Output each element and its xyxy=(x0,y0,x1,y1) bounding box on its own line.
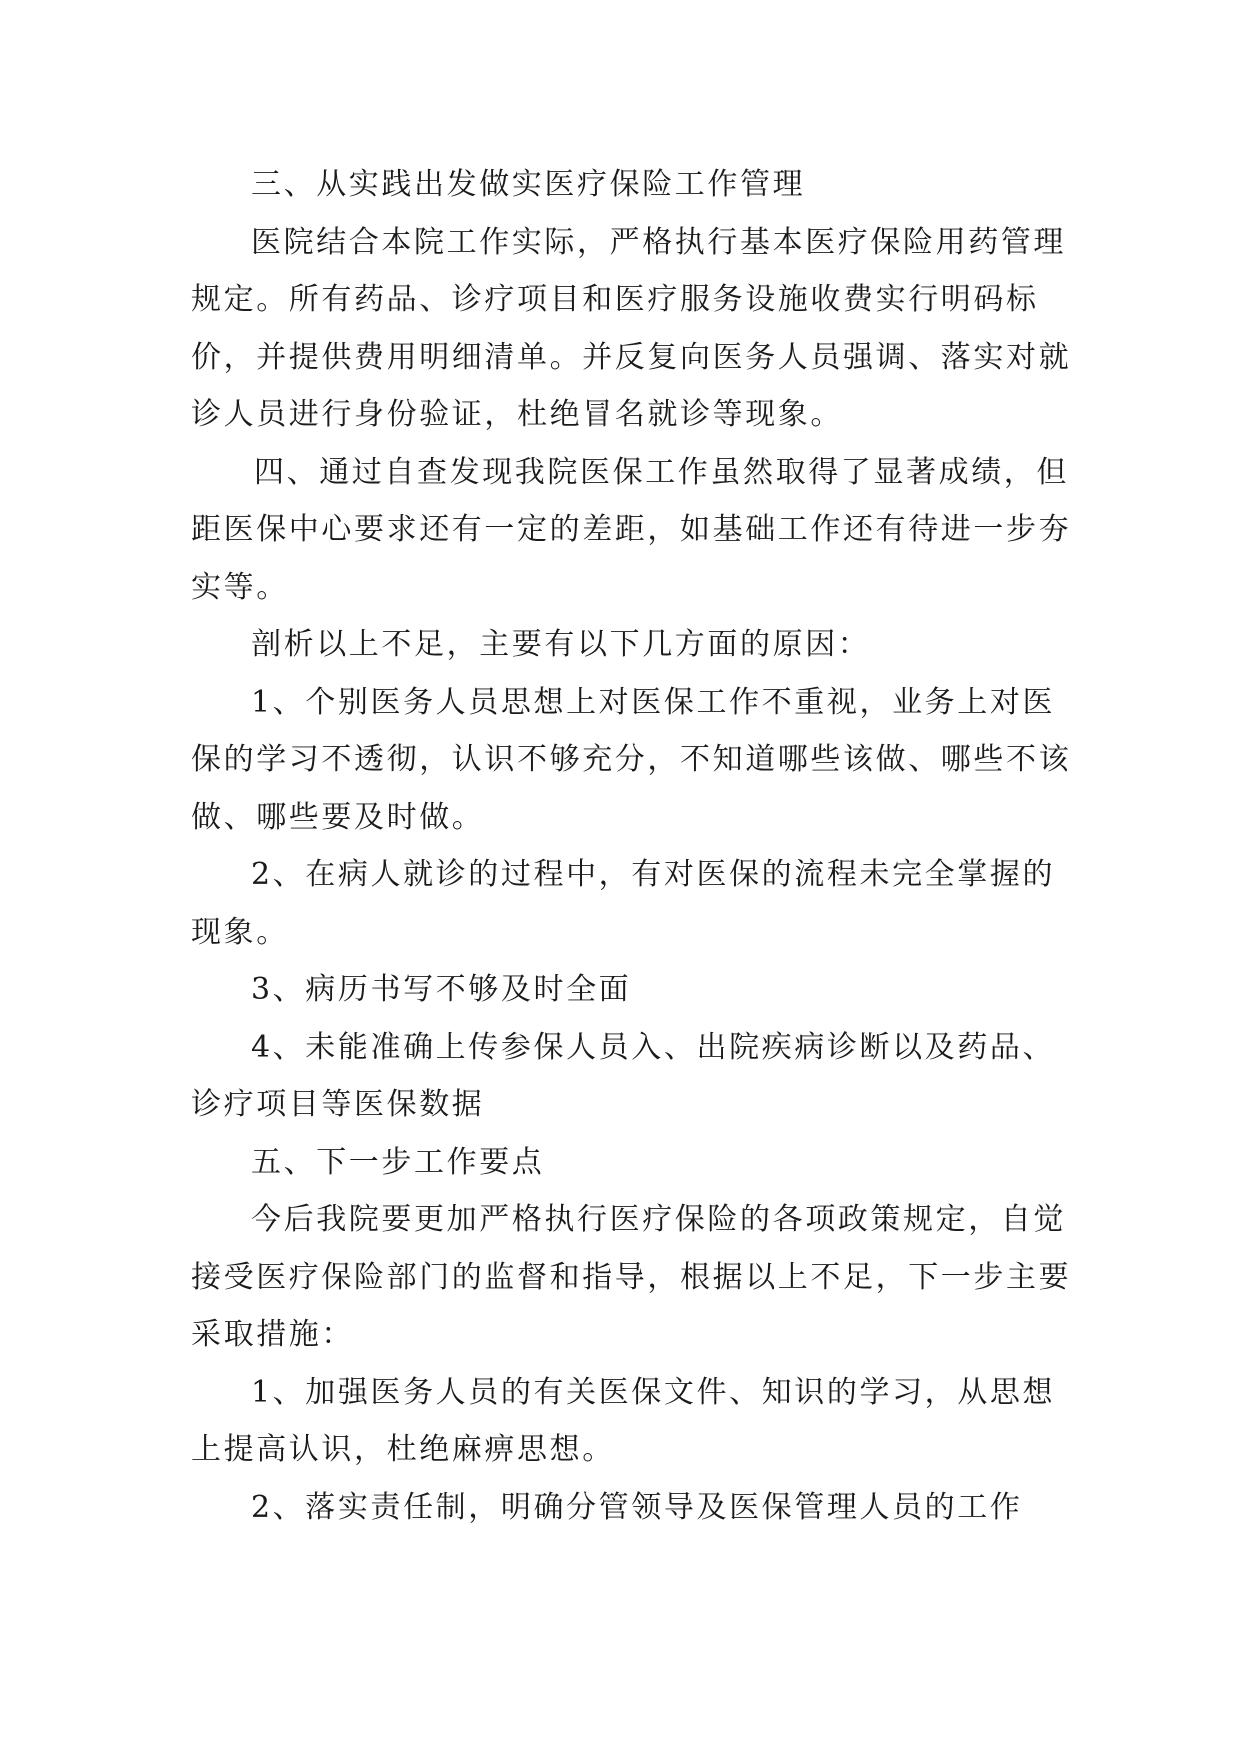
body-paragraph: 医院结合本院工作实际，严格执行基本医疗保险用药管理规定。所有药品、诊疗项目和医疗服务设施收费实行明码标价，并提供费用明细清单。并反复向医务人员强调、落实对就诊人员进行身份验证，杜绝冒名就诊等现象。 xyxy=(191,224,1072,432)
section-heading-4: 四、通过自查发现我院医保工作虽然取得了显著成绩，但距医保中心要求还有一定的差距，如基础工作还有待进一步夯实等。 xyxy=(191,454,1072,605)
document-body xyxy=(191,156,1081,1536)
list-item: 1、加强医务人员的有关医保文件、知识的学习，从思想上提高认识，杜绝麻痹思想。 xyxy=(191,1374,1056,1467)
body-paragraph: 剖析以上不足，主要有以下几方面的原因： xyxy=(251,627,871,662)
section-heading-3: 三、从实践出发做实医疗保险工作管理 xyxy=(251,167,806,202)
list-item: 2、落实责任制，明确分管领导及医保管理人员的工作 xyxy=(251,1489,1023,1525)
list-item: 1、个别医务人员思想上对医保工作不重视，业务上对医保的学习不透彻，认识不够充分，不知道哪些该做、哪些不该做、哪些要及时做。 xyxy=(191,684,1072,835)
list-item: 4、未能准确上传参保人员入、出院疾病诊断以及药品、诊疗项目等医保数据 xyxy=(191,1029,1056,1122)
body-paragraph: 今后我院要更加严格执行医疗保险的各项政策规定，自觉接受医疗保险部门的监督和指导，根据以上不足，下一步主要采取措施： xyxy=(191,1202,1072,1352)
section-heading-5: 五、下一步工作要点 xyxy=(251,1144,545,1180)
list-item: 2、在病人就诊的过程中，有对医保的流程未完全掌握的现象。 xyxy=(191,857,1056,950)
list-item: 3、病历书写不够及时全面 xyxy=(251,972,632,1007)
